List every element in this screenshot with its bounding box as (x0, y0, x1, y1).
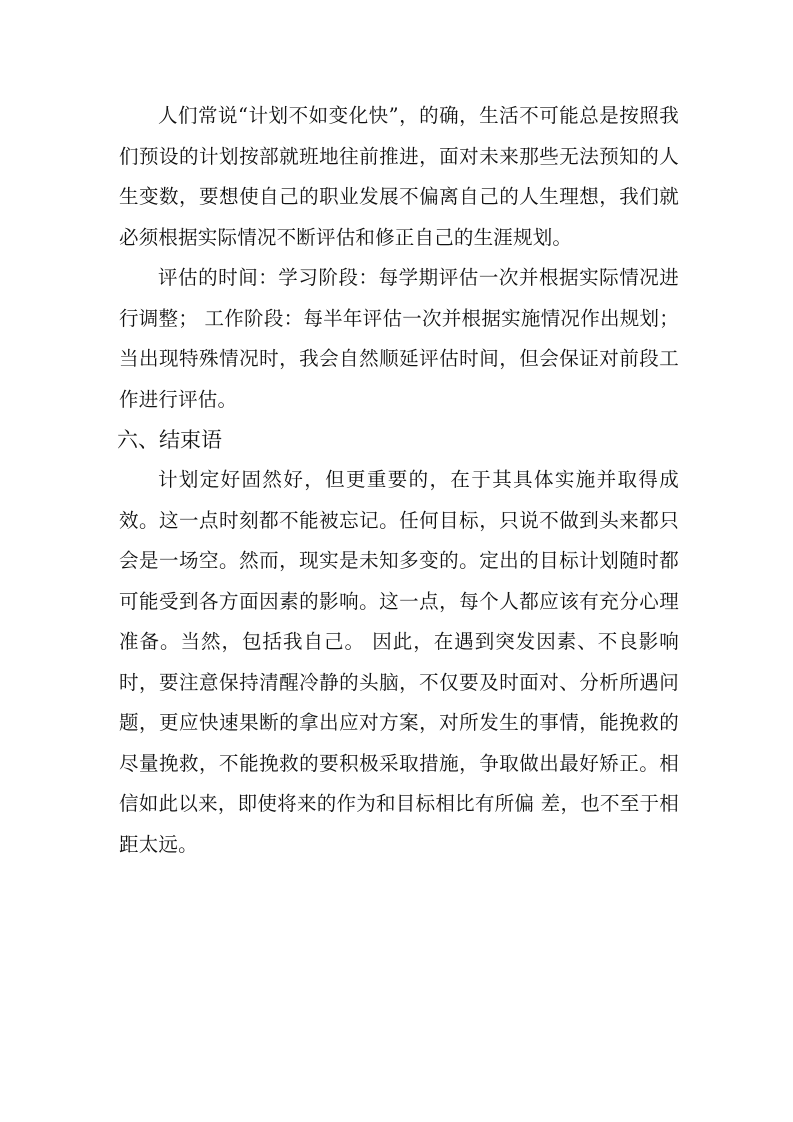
paragraph-evaluation-time: 评估的时间：学习阶段：每学期评估一次并根据实际情况进行调整； 工作阶段：每半年评估一次并根据实施情况作出规划；当出现特殊情况时，我会自然顺延评估时间，但会保证对前段工作进行评估。 (119, 266, 679, 411)
paragraph-conclusion: 计划定好固然好，但更重要的，在于其具体实施并取得成效。这一点时刻都不能被忘记。任何目标，只说不做到头来都只会是一场空。然而，现实是未知多变的。定出的目标计划随时都可能受到各方面因素的影响。这一点，每个人都应该有充分心理准备。当然，包括我自己。 因此，在遇到突发因素、不良影响时，要注意保持清醒冷静的头脑，不仅要及时面对、分析所遇问题，更应快速果断的拿出应对方案，对所发生的事情，能挽救的尽量挽救，不能挽救的要积极采取措施，争取做出最好矫正。相信如此以来，即使将来的作为和目标相比有所偏 差，也不至于相距太远。 (119, 468, 679, 856)
section-heading-conclusion: 六、结束语 (117, 428, 222, 452)
paragraph-plan-change: 人们常说“计划不如变化快”，的确，生活不可能总是按照我们预设的计划按部就班地往前推进，面对未来那些无法预知的人生变数，要想使自己的职业发展不偏离自己的人生理想，我们就必须根据实际情况不断评估和修正自己的生涯规划。 (119, 104, 679, 249)
document-body (119, 96, 679, 865)
